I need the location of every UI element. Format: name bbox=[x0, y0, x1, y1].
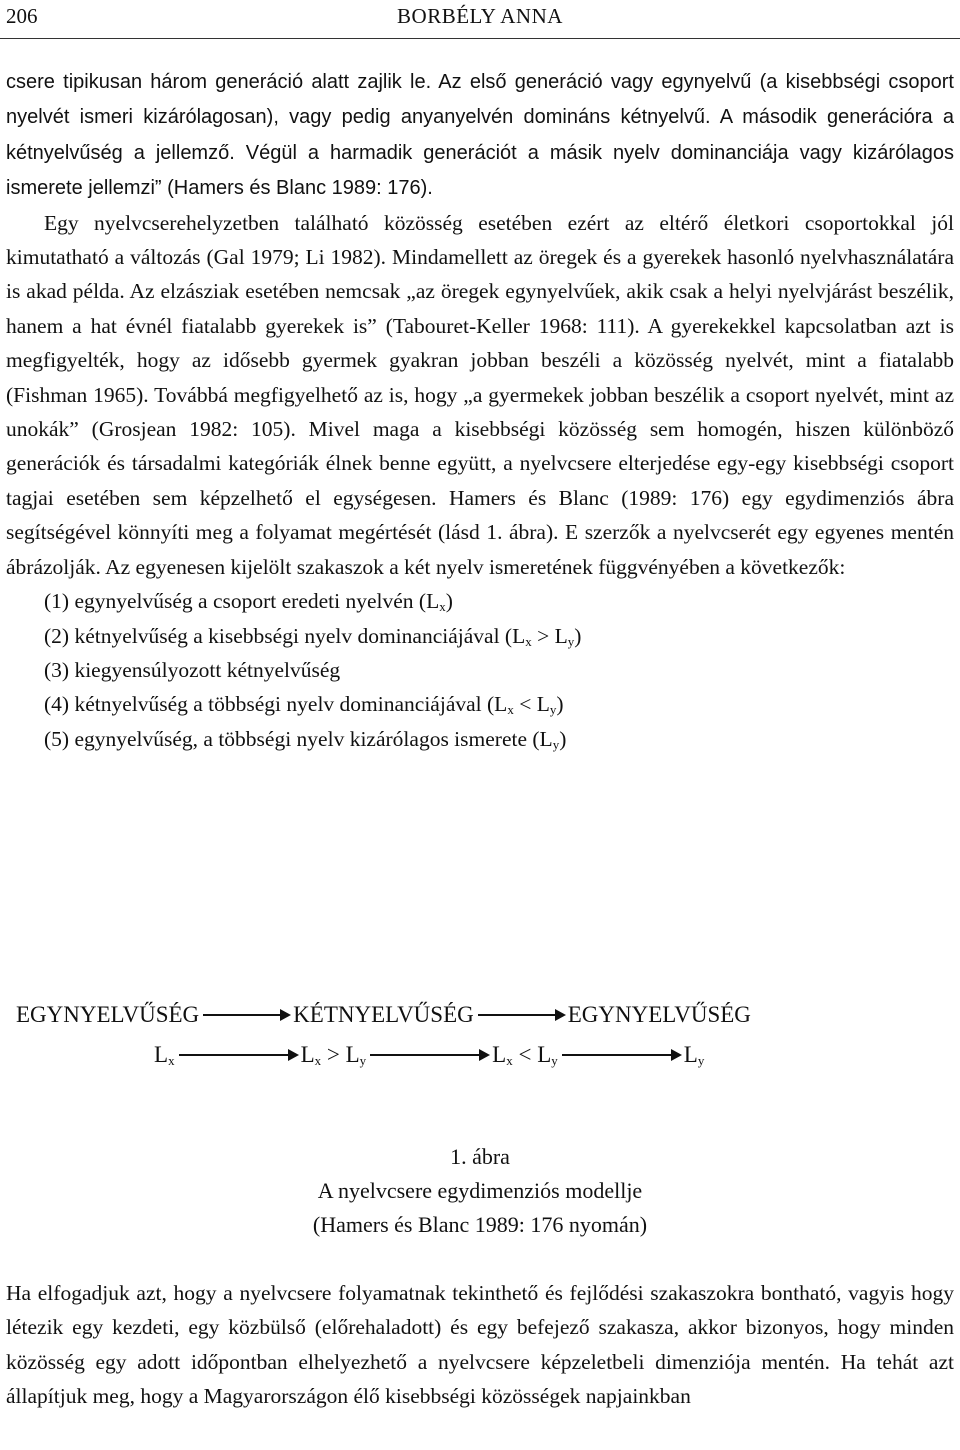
paragraph-2-text-b: (Gal 1979; Li 1982). bbox=[200, 245, 392, 270]
running-header bbox=[0, 0, 960, 39]
paragraph-1-text-b: A második generációra a kétnyelvűség a jellemző. Végül a harmadik generációt a másik nyelv dominanciája vagy kizárólagos ismerete jellemzi” (Hamers és Blanc 1989: 176). bbox=[6, 106, 954, 200]
page-number: 206 bbox=[6, 4, 38, 28]
paragraph-1 bbox=[6, 64, 954, 206]
list-item: (5) egynyelvűség, a többségi nyelv kizárólagos ismerete $(L_y)$ bbox=[44, 726, 567, 752]
diagram-node-bilingual: KÉTNYELVŰSÉG bbox=[293, 1002, 474, 1027]
paragraph-2-text-a: Egy nyelvcserehelyzetben található közösség esetében ezért az eltérő életkori csoportokkal jól kimutatható a változás bbox=[6, 210, 954, 270]
paragraph-1-text-a: csere tipikusan három generáció alatt zajlik le. Az első generáció vagy egynyelvű (a kisebbségi csoport nyelvét ismeri kizárólagosan), vagy pedig anyanyelvén domináns kétnyelvű. bbox=[6, 71, 954, 129]
list-item: (1) egynyelvűség a csoport eredeti nyelvén $(L_x)$ bbox=[44, 589, 453, 615]
arrow-icon bbox=[203, 1014, 289, 1016]
diagram-node-ly: $L_y$ bbox=[683, 1042, 705, 1068]
diagram-node-monolingual-end: EGYNYELVŰSÉG bbox=[567, 1002, 751, 1027]
list-item: (4) kétnyelvűség a többségi nyelv dominanciájával $(L_x < L_y)$ bbox=[44, 692, 564, 718]
paragraph-2-text-c: Mindamellett az öregek és a gyerekek hasonló nyelvhasználatára is akad példa. bbox=[6, 245, 954, 304]
figure-1-diagram bbox=[0, 998, 960, 1078]
figure-number: 1. ábra bbox=[450, 1144, 510, 1169]
list-item: (3) kiegyensúlyozott kétnyelvűség bbox=[44, 657, 341, 682]
body-bottom bbox=[6, 1276, 954, 1414]
diagram-row-stages bbox=[0, 998, 960, 1032]
diagram-node-lx: $L_x$ bbox=[154, 1042, 175, 1068]
paragraph-2 bbox=[6, 206, 954, 584]
arrow-icon bbox=[478, 1014, 564, 1016]
body-top bbox=[6, 64, 954, 756]
diagram-node-lx-lt-ly: $L_x < L_y$ bbox=[492, 1042, 558, 1068]
arrow-icon bbox=[562, 1054, 680, 1056]
arrow-icon bbox=[370, 1054, 488, 1056]
list-item: (2) kétnyelvűség a kisebbségi nyelv dominanciájával $(L_x > L_y)$ bbox=[44, 623, 582, 649]
arrow-icon bbox=[179, 1054, 297, 1056]
diagram-row-languages bbox=[0, 1038, 960, 1072]
figure-source: (Hamers és Blanc 1989: 176 nyomán) bbox=[312, 1212, 648, 1237]
paragraph-2-text-d: Az elzásziak esetében nemcsak „az öregek egynyelvűek, akik csak a helyi nyelvjárást beszélik, hanem a hat évnél fiatalabb gyerekek is” (Tabouret-Keller 1968: 111). A gyerekekkel kapcsolatban azt is megfigyelték, hogy az idősebb gyermek gyakran jobban beszéli a közösség nyelvét, mint a fiatalabb (Fishman 1965). Továbbá megfigyelhető az is, hogy „a gyermekek jobban beszélik a csoport nyelvét, mint az unokák” (Grosjean 1982: 105). Mivel maga a kisebbségi közösség sem homogén, hiszen különböző generációk és társadalmi kategóriák élnek benne együtt, a nyelvcsere elterjedése egy-egy kisebbségi csoport tagjai esetében sem képzelhető el egységesen. Hamers és Blanc (1989: 176) egy egydimenziós ábra segítségével könnyíti meg a folyamat megértését (lásd 1. ábra). E szerzők a nyelvcserét egy egyenes mentén ábrázolják. Az egyenesen kijelölt szakaszok a két nyelv ismeretének függvényében a következők: bbox=[6, 279, 954, 579]
figure-title: A nyelvcsere egydimenziós modellje bbox=[317, 1178, 643, 1203]
stage-list bbox=[6, 584, 954, 756]
figure-caption bbox=[0, 1140, 960, 1242]
diagram-node-monolingual-start: EGYNYELVŰSÉG bbox=[16, 1002, 200, 1027]
running-head-author: BORBÉLY ANNA bbox=[397, 4, 563, 28]
diagram-node-lx-gt-ly: $L_x > L_y$ bbox=[300, 1042, 367, 1068]
paragraph-3: Ha elfogadjuk azt, hogy a nyelvcsere folyamatnak tekinthető és fejlődési szakaszokra bontható, vagyis hogy létezik egy kezdeti, egy közbülső (előrehaladott) és egy befejező szakasza, akkor bizonyos, hogy minden közösség egy adott időpontban elhelyezhető a nyelvcsere képzeletbeli dimenziója mentén. Ha tehát azt állapítjuk meg, hogy a Magyarországon élő kisebbségi közösségek napjainkban bbox=[6, 1281, 954, 1409]
